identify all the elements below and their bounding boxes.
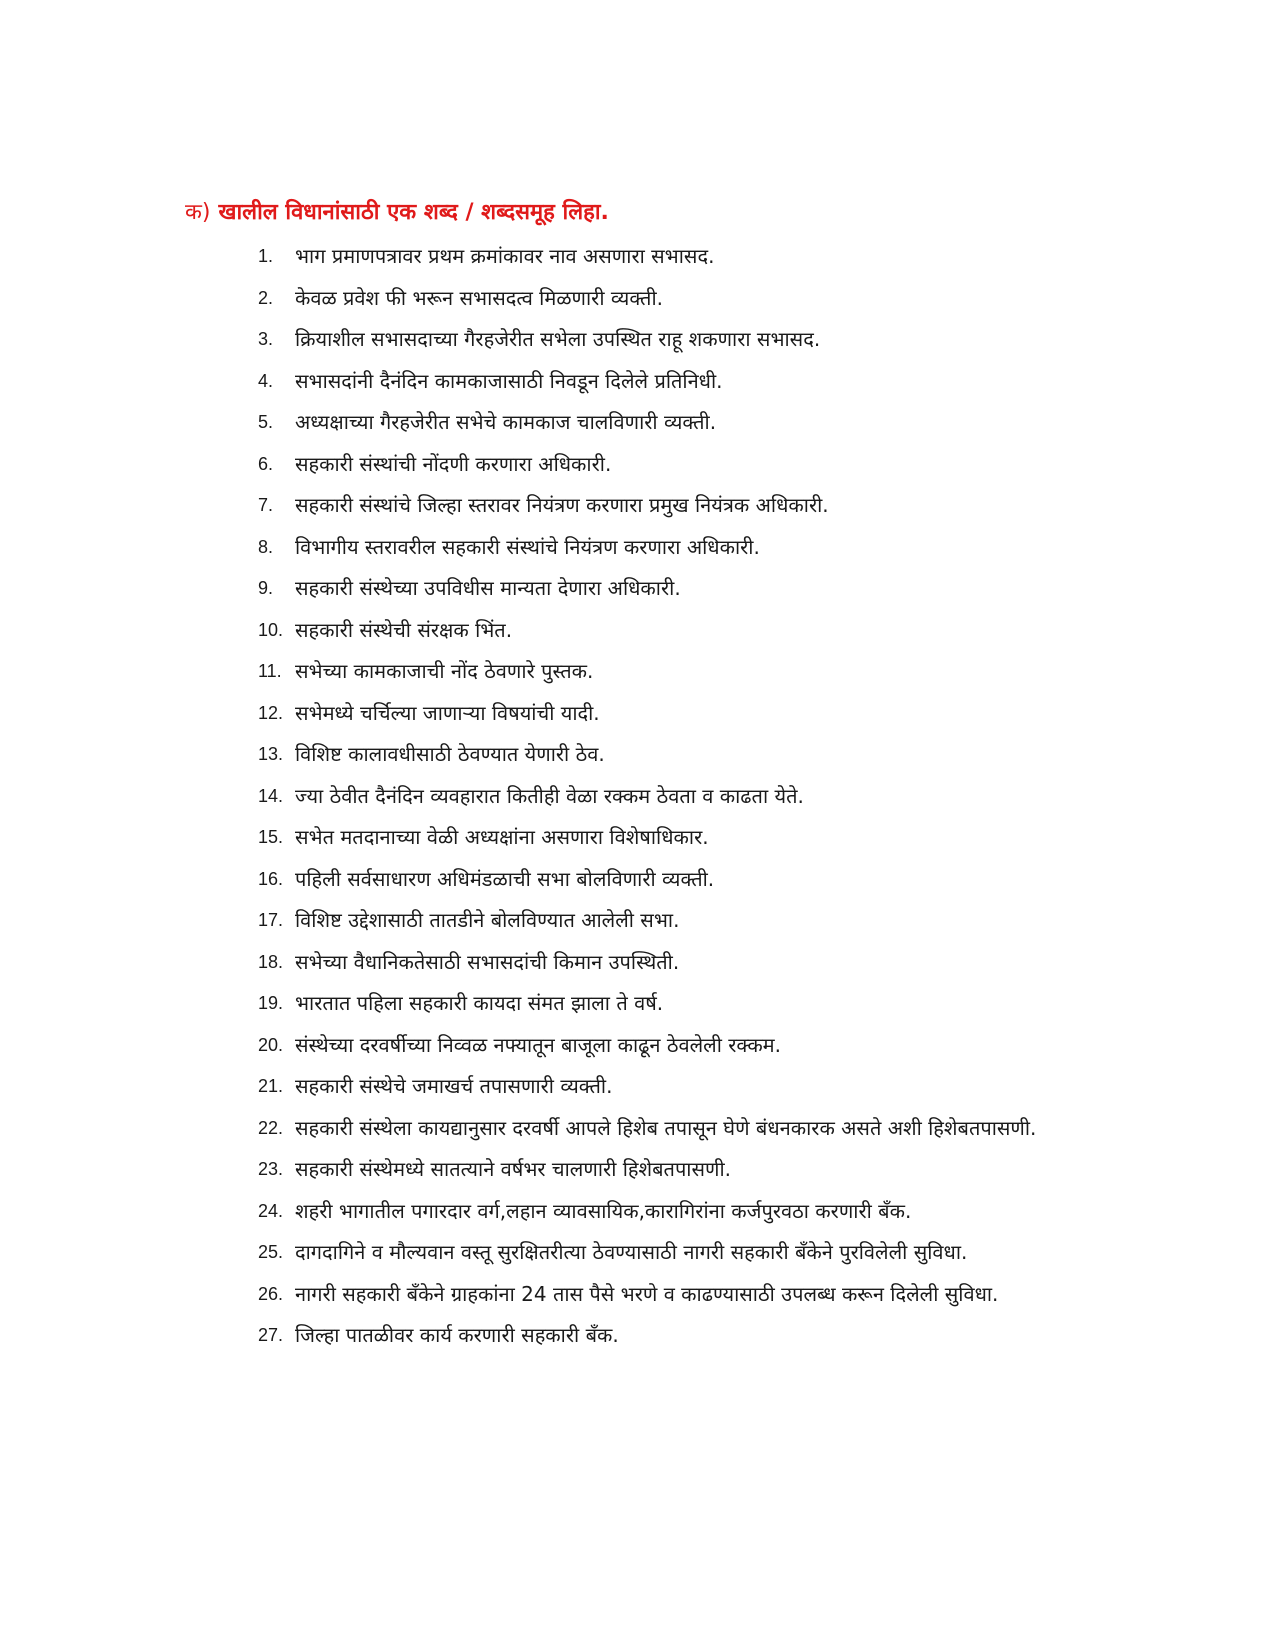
question-number: 24. <box>258 1200 284 1221</box>
question-number: 11. <box>258 661 282 681</box>
question-text: सहकारी संस्थांची नोंदणी करणारा अधिकारी. <box>295 451 612 476</box>
question-text: सहकारी संस्थेला कायद्यानुसार दरवर्षी आपले हिशेब तपासून घेणे बंधनकारक असते अशी हिशेबतपासणी. <box>295 1115 1037 1140</box>
question-number: 16. <box>258 868 284 889</box>
question-number: 18. <box>258 951 284 972</box>
question-text: भाग प्रमाणपत्रावर प्रथम क्रमांकावर नाव असणारा सभासद. <box>295 244 715 268</box>
question-item <box>258 776 1158 818</box>
question-item <box>258 1149 1158 1191</box>
section-marker: क) <box>185 200 211 225</box>
question-item <box>258 1315 1158 1357</box>
question-text: सहकारी संस्थेमध्ये सातत्याने वर्षभर चालणारी हिशेबतपासणी. <box>295 1157 732 1181</box>
question-item <box>258 568 1158 610</box>
question-number: 21. <box>258 1076 284 1096</box>
question-item <box>258 1066 1158 1108</box>
question-text: दागदागिने व मौल्यवान वस्तू सुरक्षितरीत्या ठेवण्यासाठी नागरी सहकारी बँकेने पुरविलेली सुविधा. <box>295 1240 968 1264</box>
question-item <box>258 361 1158 403</box>
question-item <box>258 485 1158 527</box>
question-number: 27. <box>258 1325 284 1345</box>
question-text: ज्या ठेवीत दैनंदिन व्यवहारात कितीही वेळा रक्कम ठेवता व काढता येते. <box>295 783 804 808</box>
question-text: सहकारी संस्थांचे जिल्हा स्तरावर नियंत्रण करणारा प्रमुख नियंत्रक अधिकारी. <box>295 493 829 517</box>
question-item <box>258 817 1158 859</box>
question-number: 23. <box>258 1159 284 1179</box>
question-number: 14. <box>258 785 284 806</box>
question-text: पहिली सर्वसाधारण अधिमंडळाची सभा बोलविणारी व्यक्ती. <box>295 866 715 891</box>
question-item <box>258 610 1158 652</box>
question-item <box>258 527 1158 569</box>
question-item <box>258 1274 1158 1316</box>
question-number: 1. <box>258 246 274 266</box>
question-text: क्रियाशील सभासदाच्या गैरहजेरीत सभेला उपस्थित राहू शकणारा सभासद. <box>295 327 821 351</box>
question-number: 3. <box>258 329 274 349</box>
question-text: सहकारी संस्थेच्या उपविधीस मान्यता देणारा अधिकारी. <box>295 576 681 600</box>
question-text: सहकारी संस्थेची संरक्षक भिंत. <box>295 617 513 642</box>
question-text: सभेच्या वैधानिकतेसाठी सभासदांची किमान उपस्थिती. <box>295 949 680 974</box>
question-number: 10. <box>258 619 284 640</box>
question-text: संस्थेच्या दरवर्षीच्या निव्वळ नफ्यातून बाजूला काढून ठेवलेली रक्कम. <box>295 1032 781 1057</box>
question-number: 6. <box>258 453 274 474</box>
question-item <box>258 402 1158 444</box>
question-item <box>258 444 1158 486</box>
question-item <box>258 734 1158 776</box>
question-text: विशिष्ट उद्देशासाठी तातडीने बोलविण्यात आलेली सभा. <box>295 908 680 932</box>
question-number: 25. <box>258 1242 284 1262</box>
question-item <box>258 693 1158 735</box>
question-text: भारतात पहिला सहकारी कायदा संमत झाला ते वर्ष. <box>295 991 664 1015</box>
question-number: 15. <box>258 827 284 847</box>
question-item <box>258 278 1158 320</box>
question-item <box>258 1108 1158 1150</box>
question-number: 4. <box>258 370 274 391</box>
section-title: खालील विधानांसाठी एक शब्द / शब्दसमूह लिहा. <box>218 200 609 225</box>
question-number: 9. <box>258 578 274 598</box>
question-item <box>258 1191 1158 1233</box>
question-list <box>258 236 1158 1357</box>
question-text: विशिष्ट कालावधीसाठी ठेवण्यात येणारी ठेव. <box>295 742 605 766</box>
question-text: सहकारी संस्थेचे जमाखर्च तपासणारी व्यक्ती. <box>295 1074 613 1098</box>
question-text: केवळ प्रवेश फी भरून सभासदत्व मिळणारी व्यक्ती. <box>295 285 663 310</box>
question-item <box>258 900 1158 942</box>
question-number: 8. <box>258 536 274 557</box>
question-text: सभासदांनी दैनंदिन कामकाजासाठी निवडून दिलेले प्रतिनिधी. <box>295 368 723 393</box>
question-item <box>258 1025 1158 1067</box>
question-number: 13. <box>258 744 284 764</box>
question-text: सभेमध्ये चर्चिल्या जाणाऱ्या विषयांची यादी. <box>295 700 600 725</box>
question-text: सभेत मतदानाच्या वेळी अध्यक्षांना असणारा विशेषाधिकार. <box>295 825 709 849</box>
question-text: शहरी भागातील पगारदार वर्ग,लहान व्यावसायिक,कारागिरांना कर्जपुरवठा करणारी बँक. <box>295 1198 912 1223</box>
question-number: 22. <box>258 1117 284 1138</box>
question-number: 5. <box>258 412 274 432</box>
question-number: 17. <box>258 910 284 930</box>
question-text: अध्यक्षाच्या गैरहजेरीत सभेचे कामकाज चालविणारी व्यक्ती. <box>295 410 717 434</box>
question-item <box>258 983 1158 1025</box>
question-item <box>258 1232 1158 1274</box>
question-number: 20. <box>258 1034 284 1055</box>
question-item <box>258 236 1158 278</box>
question-text: सभेच्या कामकाजाची नोंद ठेवणारे पुस्तक. <box>295 659 594 683</box>
question-text: नागरी सहकारी बँकेने ग्राहकांना 24 तास पैसे भरणे व काढण्यासाठी उपलब्ध करून दिलेली सुविधा. <box>295 1281 999 1306</box>
question-item <box>258 319 1158 361</box>
question-number: 19. <box>258 993 284 1013</box>
question-item <box>258 859 1158 901</box>
question-number: 26. <box>258 1283 284 1304</box>
question-item <box>258 942 1158 984</box>
question-text: विभागीय स्तरावरील सहकारी संस्थांचे नियंत्रण करणारा अधिकारी. <box>295 534 760 559</box>
section-heading <box>185 196 609 226</box>
question-text: जिल्हा पातळीवर कार्य करणारी सहकारी बँक. <box>295 1323 619 1347</box>
question-item <box>258 651 1158 693</box>
question-number: 7. <box>258 495 274 515</box>
question-number: 2. <box>258 287 274 308</box>
question-number: 12. <box>258 702 284 723</box>
